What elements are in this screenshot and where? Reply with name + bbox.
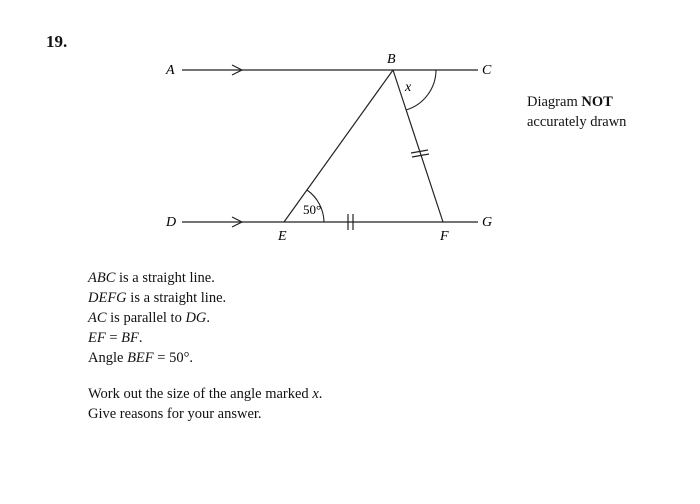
label-e: E [278, 229, 287, 244]
task-line-2: Give reasons for your answer. [88, 406, 262, 422]
label-d: D [166, 215, 177, 230]
angle-label-x: x [405, 80, 412, 95]
fact-5: Angle BEF = 50°. [88, 350, 193, 366]
diagram-note [527, 92, 626, 132]
fact-3: AC is parallel to DG. [88, 310, 211, 326]
label-a: A [166, 63, 175, 78]
task-line-1: Work out the size of the angle marked x. [88, 386, 323, 402]
segment-bf [393, 70, 443, 222]
label-g: G [482, 215, 493, 230]
segment-be [284, 70, 393, 222]
question-number: 19. [46, 32, 68, 51]
fact-1: ABC is a straight line. [88, 270, 215, 286]
angle-label-e: 50° [303, 202, 322, 217]
note-line2: accurately drawn [527, 114, 627, 130]
fact-4: EF = BF. [88, 330, 143, 346]
label-c: C [482, 63, 492, 78]
label-f: F [440, 229, 449, 244]
fact-2: DEFG is a straight line. [88, 290, 227, 306]
task-instructions [88, 384, 322, 424]
note-bold: NOT [581, 94, 613, 110]
note-prefix: Diagram [527, 94, 578, 110]
label-b: B [387, 52, 396, 67]
given-facts [88, 268, 226, 368]
